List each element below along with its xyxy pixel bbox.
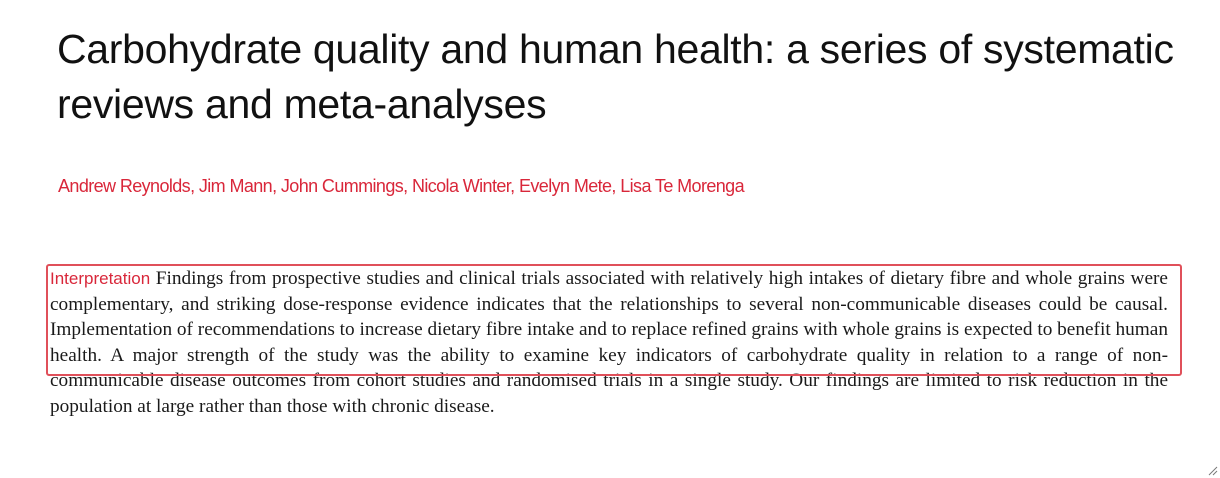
paper-title: Carbohydrate quality and human health: a series of systematic reviews and meta-analyses — [57, 26, 1174, 127]
abstract-text: Findings from prospective studies and clinical trials associated with relatively high intakes of dietary fibre and whole grains were complementary, and striking dose-response evidence indicates that the relationships to several non-communicable diseases could be causal. Implementation of recommendations to increase dietary fibre intake and to replace refined grains with whole grains is expected to benefit human health. A major strength of the study was the ability to examine key indicators of carbohydrate quality in relation to a range of non-communicable disease outcomes from cohort studies and randomised trials in a single study. Our findings are limited to risk reduction in the population at large rather than those with chronic disease. — [50, 268, 1168, 417]
section-label: Interpretation — [50, 269, 151, 288]
abstract-paragraph — [50, 266, 1168, 420]
author-list: Andrew Reynolds, Jim Mann, John Cummings, Nicola Winter, Evelyn Mete, Lisa Te Morenga — [58, 176, 744, 196]
resize-corner-icon[interactable] — [1206, 464, 1218, 476]
